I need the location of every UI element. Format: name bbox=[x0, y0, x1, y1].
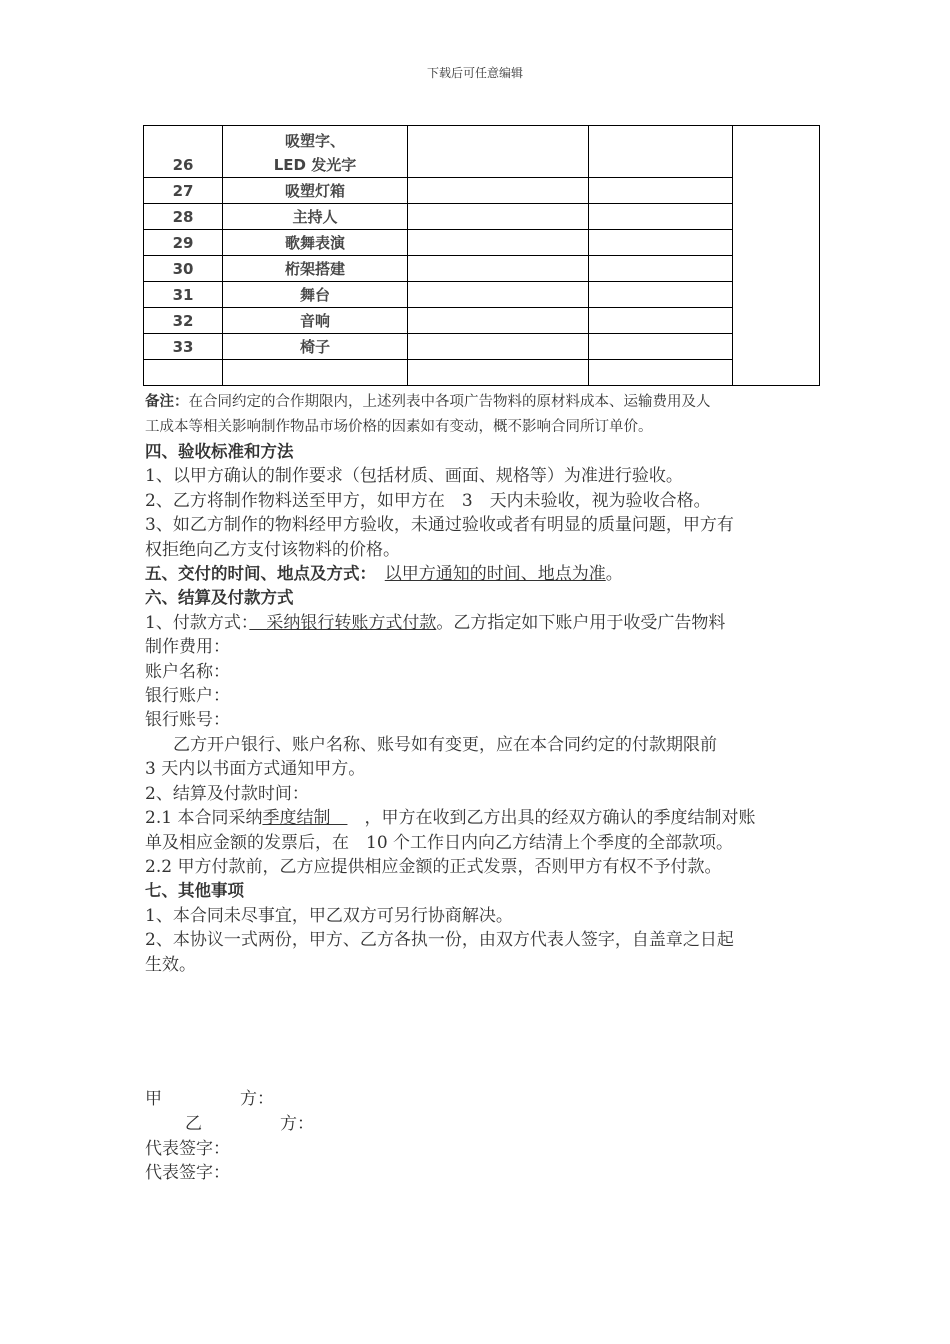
settlement-2-1 bbox=[145, 806, 810, 830]
representative-signature-2: 代表签字： bbox=[145, 1163, 230, 1183]
table-cell bbox=[408, 256, 589, 282]
table-cell bbox=[408, 178, 589, 204]
page-header: 下载后可任意编辑 bbox=[426, 66, 523, 80]
table-cell bbox=[589, 360, 733, 386]
table-cell bbox=[408, 126, 589, 178]
table-cell bbox=[589, 256, 733, 282]
table-note bbox=[145, 390, 810, 440]
row-number: 27 bbox=[144, 178, 223, 204]
note-label: 备注： bbox=[145, 394, 189, 410]
table-cell bbox=[408, 230, 589, 256]
table-cell bbox=[589, 204, 733, 230]
party-a-label-2: 方： bbox=[240, 1089, 274, 1109]
settlement-2-1-line2: 单及相应金额的发票后，在 10 个工作日内向乙方结清上个季度的全部款项。 bbox=[145, 832, 734, 853]
representative-signature-1: 代表签字： bbox=[145, 1139, 230, 1159]
settlement-2-1-value: 季度结制 bbox=[262, 808, 348, 829]
section-5-title: 五、交付的时间、地点及方式： bbox=[145, 564, 368, 584]
payment-method-suffix: 。乙方指定如下账户用于收受广告物料 bbox=[436, 612, 726, 633]
settlement-2-1-suffix: ，甲方在收到乙方出具的经双方确认的季度结制对账 bbox=[347, 808, 756, 829]
table-cell bbox=[589, 126, 733, 178]
table-cell bbox=[408, 282, 589, 308]
row-item-name: 音响 bbox=[223, 308, 408, 334]
table-cell bbox=[408, 204, 589, 230]
party-a-signature-line bbox=[145, 1087, 274, 1111]
table-cell bbox=[589, 230, 733, 256]
section-5 bbox=[145, 562, 810, 586]
settlement-2-2: 2.2 甲方付款前，乙方应提供相应金额的正式发票，否则甲方有权不予付款。 bbox=[145, 856, 722, 877]
table-cell bbox=[589, 178, 733, 204]
row-number: 32 bbox=[144, 308, 223, 334]
section-7-title: 七、其他事项 bbox=[145, 881, 244, 901]
row-number: 31 bbox=[144, 282, 223, 308]
party-b-signature-line bbox=[185, 1112, 314, 1136]
row-item-name: 桁架搭建 bbox=[223, 256, 408, 282]
contract-body bbox=[145, 390, 810, 977]
row-item-name: 主持人 bbox=[223, 204, 408, 230]
section-4-line1: 1、以甲方确认的制作要求（包括材质、画面、规格等）为准进行验收。 bbox=[145, 466, 683, 487]
bank-account-label: 银行账户： bbox=[145, 686, 230, 707]
row-number: 33 bbox=[144, 334, 223, 360]
party-b-label-2: 方： bbox=[280, 1114, 314, 1134]
payment-method-line2: 制作费用： bbox=[145, 637, 230, 658]
section-7-line1: 1、本合同未尽事宜，甲乙双方可另行协商解决。 bbox=[145, 905, 513, 926]
table-row bbox=[144, 334, 820, 360]
account-change-line1: 乙方开户银行、账户名称、账号如有变更，应在本合同约定的付款期限前 bbox=[173, 734, 717, 755]
table-row bbox=[144, 308, 820, 334]
row-item-name: 舞台 bbox=[223, 282, 408, 308]
table-cell bbox=[408, 334, 589, 360]
bank-number-label: 银行账号： bbox=[145, 710, 230, 731]
note-text-line2: 工成本等相关影响制作物品市场价格的因素如有变动，概不影响合同所订单价。 bbox=[145, 419, 653, 435]
section-4-line3: 3、如乙方制作的物料经甲方验收，未通过验收或者有明显的质量问题，甲方有 bbox=[145, 515, 734, 536]
row-item-name bbox=[223, 126, 408, 178]
section-5-end: 。 bbox=[605, 564, 623, 585]
row-item-name: 歌舞表演 bbox=[223, 230, 408, 256]
row-number: 28 bbox=[144, 204, 223, 230]
party-a-label-1: 甲 bbox=[145, 1089, 162, 1109]
payment-method-label: 1、付款方式： bbox=[145, 612, 250, 633]
table-row bbox=[144, 126, 820, 178]
items-table bbox=[143, 125, 820, 386]
table-cell bbox=[589, 282, 733, 308]
section-7-line3: 生效。 bbox=[145, 954, 196, 975]
table-row bbox=[144, 204, 820, 230]
settlement-2-1-prefix: 2.1 本合同采纳 bbox=[145, 808, 263, 829]
payment-method-value: 采纳银行转账方式付款 bbox=[249, 612, 437, 633]
table-row bbox=[144, 178, 820, 204]
row-number: 26 bbox=[144, 126, 223, 178]
section-7-line2: 2、本协议一式两份，甲方、乙方各执一份，由双方代表人签字，自盖章之日起 bbox=[145, 930, 734, 951]
account-name-label: 账户名称： bbox=[145, 661, 230, 682]
party-b-label-1: 乙 bbox=[185, 1114, 202, 1134]
section-6-title: 六、结算及付款方式 bbox=[145, 588, 294, 608]
row-item-name: 吸塑灯箱 bbox=[223, 178, 408, 204]
table-cell bbox=[589, 308, 733, 334]
row-item-name-line1: 吸塑字、 bbox=[284, 132, 345, 150]
account-change-line2: 3 天内以书面方式通知甲方。 bbox=[145, 759, 366, 780]
table-cell bbox=[733, 126, 820, 386]
table-cell bbox=[589, 334, 733, 360]
payment-method bbox=[145, 611, 810, 635]
section-4-line2: 2、乙方将制作物料送至甲方，如甲方在 3 天内未验收，视为验收合格。 bbox=[145, 490, 711, 511]
table-row bbox=[144, 230, 820, 256]
row-number bbox=[144, 360, 223, 386]
table-cell bbox=[408, 308, 589, 334]
row-item-name bbox=[223, 360, 408, 386]
row-number: 29 bbox=[144, 230, 223, 256]
section-4-title: 四、验收标准和方法 bbox=[145, 442, 294, 461]
table-row bbox=[144, 282, 820, 308]
row-item-name: 椅子 bbox=[223, 334, 408, 360]
row-item-name-line2: LED 发光字 bbox=[273, 156, 357, 174]
settlement-time-title: 2、结算及付款时间： bbox=[145, 783, 309, 804]
note-text-line1: 在合同约定的合作期限内，上述列表中各项广告物料的原材料成本、运输费用及人 bbox=[188, 394, 711, 410]
table-cell bbox=[408, 360, 589, 386]
section-4-line4: 权拒绝向乙方支付该物料的价格。 bbox=[145, 539, 400, 560]
table-row bbox=[144, 256, 820, 282]
row-number: 30 bbox=[144, 256, 223, 282]
section-5-value: 以甲方通知的时间、地点为准 bbox=[384, 564, 606, 585]
table-row bbox=[144, 360, 820, 386]
